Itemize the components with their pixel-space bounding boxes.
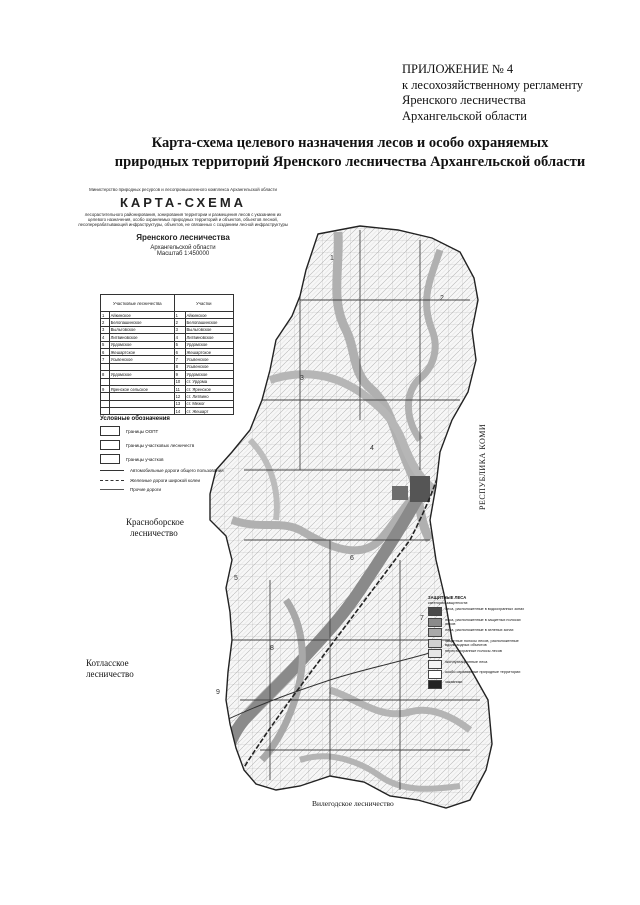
- protected-legend-title: ЗАЩИТНЫЕ ЛЕСА: [428, 595, 467, 600]
- protected-legend-label: леса, расположенные в зеленых зонах: [445, 628, 514, 633]
- place-label: лесничество: [86, 669, 134, 679]
- place-label: Котласское: [86, 658, 129, 668]
- subdistrict-number: 6: [174, 348, 185, 355]
- district-number-label: 1: [330, 255, 334, 262]
- district-table-row: [101, 356, 234, 363]
- map-header: [78, 187, 288, 257]
- district-number-label: 6: [350, 555, 354, 562]
- district-name: Урдомское: [109, 341, 174, 348]
- protected-legend-item: [428, 660, 528, 669]
- district-number: 3: [101, 326, 110, 333]
- district-name: Яренское сельское: [109, 385, 174, 392]
- protected-legend-subtitle: категории защитности:: [428, 600, 469, 605]
- place-label: Красноборское: [126, 517, 184, 527]
- district-table-row: [101, 371, 234, 378]
- map-title: КАРТА-СХЕМА: [119, 195, 247, 210]
- protected-legend-label: леса, расположенные в водоохранных зонах: [445, 607, 525, 612]
- legend-swatch: [100, 440, 120, 450]
- subdistrict-number: 7: [174, 356, 185, 363]
- protected-forest-legend: [428, 596, 528, 691]
- legend-item: [100, 478, 200, 483]
- protected-legend-item: [428, 607, 528, 616]
- district-name: Белопашинское: [109, 319, 174, 326]
- district-number: 8: [101, 371, 110, 378]
- protected-legend-item: [428, 639, 528, 648]
- subdistrict-number: 3: [174, 326, 185, 333]
- subdistrict-number: 14: [174, 408, 185, 415]
- district-number: [101, 400, 110, 407]
- district-table-row: [101, 334, 234, 341]
- legend-label: Границы участков: [126, 456, 164, 462]
- neighbor-forestry-krasnoborsk: [126, 517, 184, 539]
- subdistrict-number: 8: [174, 363, 185, 370]
- subdistrict-number: 9: [174, 371, 185, 378]
- legend-label: Автомобильные дороги общего пользования: [130, 468, 224, 473]
- subdistrict-name: Усьвенское: [185, 356, 233, 363]
- district-number: 6: [101, 348, 110, 355]
- legend-item: [100, 487, 161, 492]
- protected-legend-item: [428, 680, 528, 689]
- protected-legend-swatch: [428, 649, 442, 658]
- legend-title: Условные обозначения: [100, 416, 170, 422]
- appendix-line: Яренского лесничества: [402, 93, 526, 107]
- district-number: [101, 363, 110, 370]
- region-name: Архангельской области: [150, 245, 216, 251]
- district-name: [109, 400, 174, 407]
- subdistrict-name: Выльговское: [185, 326, 233, 333]
- legend-item: [100, 426, 158, 436]
- district-table-row: [101, 378, 234, 385]
- legend-label: Границы ООПТ: [126, 428, 159, 434]
- legend-label: Границы участковых лесничеств: [126, 442, 195, 448]
- district-number-label: 8: [270, 645, 274, 652]
- district-number-label: 4: [370, 445, 374, 452]
- protected-legend-swatch: [428, 680, 442, 689]
- district-name: Айкинское: [109, 312, 174, 319]
- district-name: Выльговское: [109, 326, 174, 333]
- district-table-row: [101, 400, 234, 407]
- place-label: лесничество: [130, 528, 178, 538]
- district-table-row: [101, 363, 234, 370]
- protected-legend-item: [428, 628, 528, 637]
- subdistrict-name: ст. Жешарт: [185, 408, 233, 415]
- territory-fill: [200, 220, 500, 820]
- legend-label: Прочие дороги: [130, 487, 162, 492]
- district-name: [109, 393, 174, 400]
- subdistrict-name: ст. Урдома: [185, 378, 233, 385]
- district-table-header: Участковые лесничества: [101, 295, 175, 312]
- legend-label: Железные дороги широкой колеи: [130, 478, 201, 483]
- appendix-line: к лесохозяйственному регламенту: [402, 77, 584, 92]
- page-title-line: природных территорий Яренского лесничества Архангельской области: [114, 154, 586, 170]
- green-zone-area: [392, 486, 408, 500]
- subdistrict-name: ст. Литвино: [185, 393, 233, 400]
- protected-legend-swatch: [428, 628, 442, 637]
- district-name: [109, 363, 174, 370]
- protected-legend-label: особо охраняемые природные территории: [445, 669, 521, 674]
- district-name: [109, 408, 174, 415]
- protected-legend-swatch: [428, 618, 442, 627]
- subdistrict-name: Усьвенское: [185, 363, 233, 370]
- page-title-line: Карта-схема целевого назначения лесов и особо охраняемых: [151, 135, 549, 151]
- subdistrict-name: Айкинское: [185, 312, 233, 319]
- legend-swatch: [100, 470, 124, 471]
- forestry-name: Яренского лесничества: [136, 233, 230, 242]
- green-zone-area: [410, 476, 430, 502]
- district-table-header: Участки: [174, 295, 233, 312]
- legend-swatch: [100, 426, 120, 436]
- map-scale: Масштаб 1:450000: [156, 251, 210, 257]
- subdistrict-number: 11: [174, 385, 185, 392]
- district-number-label: 9: [216, 689, 220, 696]
- district-number: 7: [101, 356, 110, 363]
- district-number-label: 3: [300, 375, 304, 382]
- protected-legend-swatch: [428, 660, 442, 669]
- protected-legend-swatch: [428, 670, 442, 679]
- district-name: Урдомское: [109, 371, 174, 378]
- subdistrict-name: ст. Яренское: [185, 385, 233, 392]
- legend-item: [100, 468, 224, 473]
- legend-swatch: [100, 454, 120, 464]
- district-table: [100, 294, 234, 415]
- appendix-line: Архангельской области: [402, 108, 527, 123]
- district-number: 5: [101, 341, 110, 348]
- district-number: [101, 378, 110, 385]
- protected-legend-label: эксплуатационные леса: [445, 659, 488, 664]
- neighbor-forestry-vilegodsk: Вилегодское лесничество: [312, 799, 394, 808]
- district-number: 4: [101, 334, 110, 341]
- district-number: 1: [101, 312, 110, 319]
- district-table-row: [101, 319, 234, 326]
- subdistrict-name: Литвиновское: [185, 334, 233, 341]
- legend-item: [100, 440, 194, 450]
- appendix-number: ПРИЛОЖЕНИЕ № 4: [402, 62, 514, 76]
- district-name: Усьвенское: [109, 356, 174, 363]
- subdistrict-name: ст. Межог: [185, 400, 233, 407]
- subdistrict-number: 4: [174, 334, 185, 341]
- protected-legend-item: [428, 618, 528, 627]
- legend-swatch: [100, 489, 124, 490]
- protected-legend-label: заказники: [445, 680, 463, 685]
- district-name: Литвиновское: [109, 334, 174, 341]
- subdistrict-number: 5: [174, 341, 185, 348]
- district-number-label: 2: [440, 295, 444, 302]
- district-table-row: [101, 341, 234, 348]
- district-number-label: 5: [234, 575, 238, 582]
- protected-legend-swatch: [428, 607, 442, 616]
- district-table-row: [101, 326, 234, 333]
- district-name: Жешартское: [109, 348, 174, 355]
- protected-legend-item: [428, 670, 528, 679]
- subdistrict-number: 12: [174, 393, 185, 400]
- neighbor-region-komi: РЕСПУБЛИКА КОМИ: [478, 423, 487, 510]
- protected-legend-label: защитные полосы лесов, расположенные вдоль водных объектов: [445, 638, 519, 648]
- district-number-label: 7: [420, 615, 424, 622]
- subdistrict-name: Урдомское: [185, 371, 233, 378]
- subdistrict-name: Урдомское: [185, 341, 233, 348]
- subdistrict-number: 10: [174, 378, 185, 385]
- district-table-row: [101, 348, 234, 355]
- district-name: [109, 378, 174, 385]
- protected-legend-swatch: [428, 639, 442, 648]
- district-table-row: [101, 393, 234, 400]
- protected-legend-label: нерестоохранные полосы лесов: [445, 649, 502, 654]
- district-number: [101, 393, 110, 400]
- district-table-row: [101, 385, 234, 392]
- district-table-row: [101, 408, 234, 415]
- subdistrict-name: Жешартское: [185, 348, 233, 355]
- legend-item: [100, 454, 164, 464]
- legend-swatch: [100, 480, 124, 481]
- protected-legend-label: леса, расположенные в защитных полосах лесов: [445, 617, 521, 627]
- protected-legend-item: [428, 649, 528, 658]
- subdistrict-number: 2: [174, 319, 185, 326]
- subdistrict-number: 13: [174, 400, 185, 407]
- neighbor-forestry-kotlas: [86, 658, 134, 680]
- district-number: 2: [101, 319, 110, 326]
- district-table-row: [101, 312, 234, 319]
- map-subtitle: лесорастительного районирования, зонирования территории и размещения лесов с указанием их целевого назначения, особо охраняемых природных территорий и объектов, объектов лесной, лесоперерабатывающей инфраструктуры, объектов, не связанных с созданием лесной инфраструктуры: [78, 212, 288, 227]
- ministry-name: Министерство природных ресурсов и лесопромышленного комплекса Архангельской области: [89, 187, 277, 192]
- district-number: [101, 408, 110, 415]
- subdistrict-number: 1: [174, 312, 185, 319]
- district-number: 9: [101, 385, 110, 392]
- subdistrict-name: Белопашинское: [185, 319, 233, 326]
